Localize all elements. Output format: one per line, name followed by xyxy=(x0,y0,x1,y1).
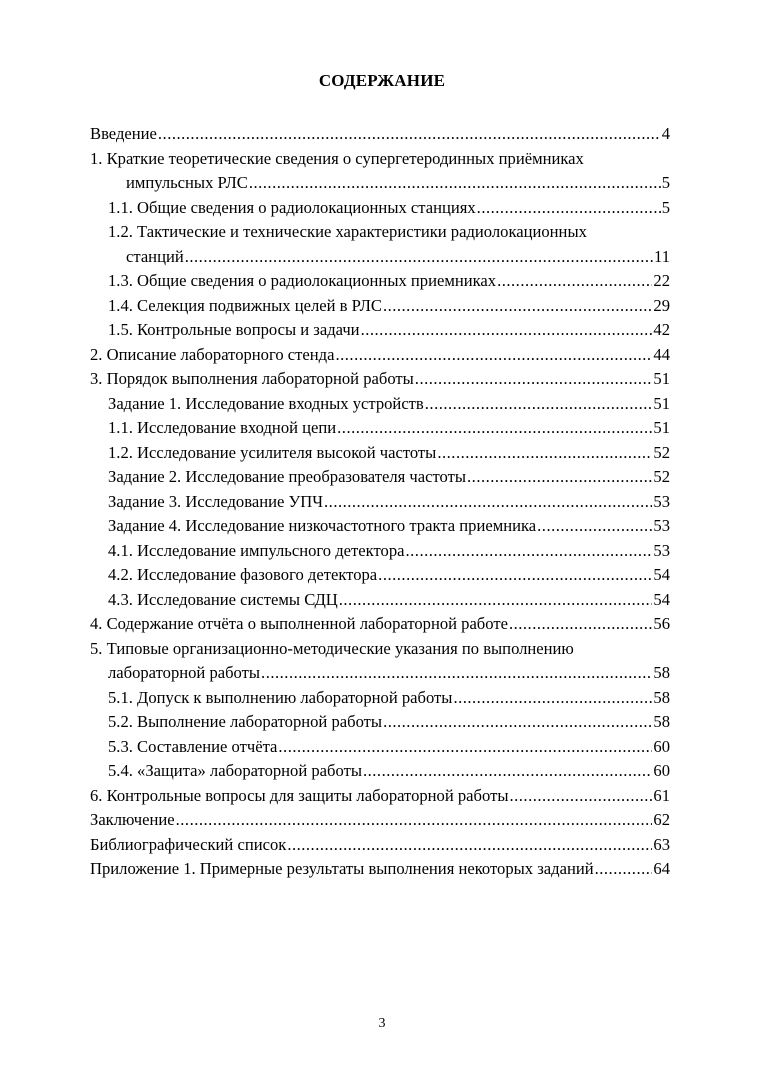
toc-entry[interactable] xyxy=(90,637,670,662)
toc-entry[interactable] xyxy=(90,147,670,172)
toc-entry-title: станций xyxy=(126,246,184,266)
toc-entry-title: 5.3. Составление отчёта xyxy=(108,736,278,756)
toc-page-number: 44 xyxy=(653,344,670,364)
toc-page-number: 4 xyxy=(661,124,670,143)
toc-leader xyxy=(415,367,653,392)
toc-page-number: 52 xyxy=(653,467,670,486)
toc-entry[interactable] xyxy=(90,661,670,686)
toc-entry-title: 1.1. Исследование входной цепи xyxy=(108,418,337,437)
toc-entry[interactable] xyxy=(90,269,670,294)
toc-leader xyxy=(249,171,661,196)
toc-page-number: 54 xyxy=(653,565,670,584)
toc-entry[interactable] xyxy=(90,220,670,245)
toc-entry[interactable] xyxy=(90,367,670,392)
table-of-contents xyxy=(90,122,670,882)
toc-page-number: 42 xyxy=(653,320,670,339)
toc-entry-title: 4. Содержание отчёта о выполненной лабораторной работе xyxy=(90,614,508,633)
toc-entry[interactable] xyxy=(90,465,670,490)
toc-leader xyxy=(339,588,653,613)
toc-leader xyxy=(361,318,653,343)
toc-leader xyxy=(278,735,652,760)
toc-entry[interactable] xyxy=(90,196,670,221)
toc-entry[interactable] xyxy=(90,294,670,319)
toc-leader xyxy=(425,392,653,417)
toc-entry[interactable] xyxy=(90,784,670,809)
toc-leader xyxy=(335,343,652,368)
toc-page-number: 54 xyxy=(653,589,670,609)
toc-page-number: 56 xyxy=(653,614,670,633)
toc-page-number: 51 xyxy=(653,369,670,388)
toc-entry-title: 1.3. Общие сведения о радиолокационных приемниках xyxy=(108,271,497,290)
toc-page-number: 29 xyxy=(653,295,670,315)
toc-leader xyxy=(453,686,652,711)
toc-leader xyxy=(477,196,661,221)
toc-leader xyxy=(437,441,652,466)
toc-page-number: 63 xyxy=(653,834,670,854)
toc-page-number: 52 xyxy=(653,442,670,462)
toc-page-number: 64 xyxy=(653,859,670,878)
toc-leader xyxy=(337,416,652,441)
toc-entry-title: Задание 4. Исследование низкочастотного тракта приемника xyxy=(108,516,537,535)
toc-entry[interactable] xyxy=(90,808,670,833)
toc-entry-title: Введение xyxy=(90,124,157,143)
toc-page-number: 11 xyxy=(654,246,670,266)
toc-entry-title: импульсных РЛС xyxy=(126,173,248,192)
toc-leader xyxy=(537,514,652,539)
toc-entry-title: 3. Порядок выполнения лабораторной работы xyxy=(90,369,414,388)
toc-entry-title: 5.1. Допуск к выполнению лабораторной работы xyxy=(108,687,453,707)
toc-entry[interactable] xyxy=(90,122,670,147)
toc-page-number: 61 xyxy=(653,785,670,805)
page-title: СОДЕРЖАНИЕ xyxy=(318,71,446,90)
toc-entry-title: 1. Краткие теоретические сведения о супергетеродинных приёмниках xyxy=(90,148,584,168)
toc-entry-title: 5.2. Выполнение лабораторной работы xyxy=(108,712,383,731)
toc-leader xyxy=(261,661,652,686)
toc-entry-title: Приложение 1. Примерные результаты выполнения некоторых заданий xyxy=(90,859,594,878)
toc-entry[interactable] xyxy=(90,612,670,637)
toc-entry[interactable] xyxy=(90,245,670,270)
toc-entry-title: 5. Типовые организационно-методические указания по выполнению xyxy=(90,638,574,658)
toc-entry[interactable] xyxy=(90,490,670,515)
toc-entry[interactable] xyxy=(90,857,670,882)
toc-leader xyxy=(176,808,653,833)
toc-leader xyxy=(509,612,652,637)
toc-page-number: 5 xyxy=(661,173,670,192)
toc-entry-title: Библиографический список xyxy=(90,834,287,854)
page-number: 3 xyxy=(378,1016,386,1031)
toc-page-number: 5 xyxy=(661,197,670,217)
toc-leader xyxy=(383,710,652,735)
toc-page-number: 62 xyxy=(653,810,670,829)
toc-entry[interactable] xyxy=(90,441,670,466)
toc-page-number: 58 xyxy=(653,663,670,682)
toc-entry[interactable] xyxy=(90,171,670,196)
toc-page-number: 51 xyxy=(653,393,670,413)
toc-entry[interactable] xyxy=(90,318,670,343)
toc-leader xyxy=(324,490,652,515)
toc-leader xyxy=(363,759,652,784)
toc-leader xyxy=(158,122,661,147)
toc-page-number: 53 xyxy=(653,540,670,560)
toc-entry-title: 1.4. Селекция подвижных целей в РЛС xyxy=(108,295,382,315)
toc-entry-title: Задание 1. Исследование входных устройств xyxy=(108,393,424,413)
toc-entry[interactable] xyxy=(90,735,670,760)
toc-page-number: 53 xyxy=(653,516,670,535)
toc-entry[interactable] xyxy=(90,710,670,735)
toc-entry[interactable] xyxy=(90,416,670,441)
toc-entry[interactable] xyxy=(90,343,670,368)
toc-page-number: 53 xyxy=(653,491,670,511)
toc-entry-title: 4.2. Исследование фазового детектора xyxy=(108,565,378,584)
toc-leader xyxy=(378,563,652,588)
toc-page-number: 58 xyxy=(653,712,670,731)
toc-entry-title: 2. Описание лабораторного стенда xyxy=(90,344,335,364)
toc-entry[interactable] xyxy=(90,539,670,564)
toc-leader xyxy=(509,784,652,809)
toc-entry-title: 1.5. Контрольные вопросы и задачи xyxy=(108,320,360,339)
toc-page-number: 51 xyxy=(653,418,670,437)
toc-entry[interactable] xyxy=(90,514,670,539)
toc-entry-title: 5.4. «Защита» лабораторной работы xyxy=(108,761,362,780)
toc-entry-title: 6. Контрольные вопросы для защиты лабораторной работы xyxy=(90,785,509,805)
toc-page-number: 60 xyxy=(653,736,670,756)
toc-page-number: 60 xyxy=(653,761,670,780)
toc-entry-title: 4.1. Исследование импульсного детектора xyxy=(108,540,405,560)
toc-entry-title: Заключение xyxy=(90,810,175,829)
toc-entry-title: 1.1. Общие сведения о радиолокационных станциях xyxy=(108,197,476,217)
toc-entry-title: 1.2. Исследование усилителя высокой частоты xyxy=(108,442,437,462)
toc-page-number: 22 xyxy=(653,271,670,290)
toc-entry[interactable] xyxy=(90,686,670,711)
toc-entry[interactable] xyxy=(90,759,670,784)
toc-entry-title: 1.2. Тактические и технические характеристики радиолокационных xyxy=(108,222,587,241)
toc-entry[interactable] xyxy=(90,833,670,858)
toc-leader xyxy=(406,539,653,564)
toc-leader xyxy=(467,465,652,490)
toc-entry-title: 4.3. Исследование системы СДЦ xyxy=(108,589,338,609)
toc-leader xyxy=(595,857,653,882)
toc-entry[interactable] xyxy=(90,563,670,588)
toc-leader xyxy=(383,294,652,319)
toc-leader xyxy=(185,245,653,270)
toc-entry[interactable] xyxy=(90,588,670,613)
toc-leader xyxy=(497,269,652,294)
toc-entry-title: Задание 2. Исследование преобразователя частоты xyxy=(108,467,467,486)
toc-page-number: 58 xyxy=(653,687,670,707)
toc-leader xyxy=(287,833,652,858)
toc-entry-title: Задание 3. Исследование УПЧ xyxy=(108,491,324,511)
toc-entry[interactable] xyxy=(90,392,670,417)
toc-entry-title: лабораторной работы xyxy=(108,663,261,682)
